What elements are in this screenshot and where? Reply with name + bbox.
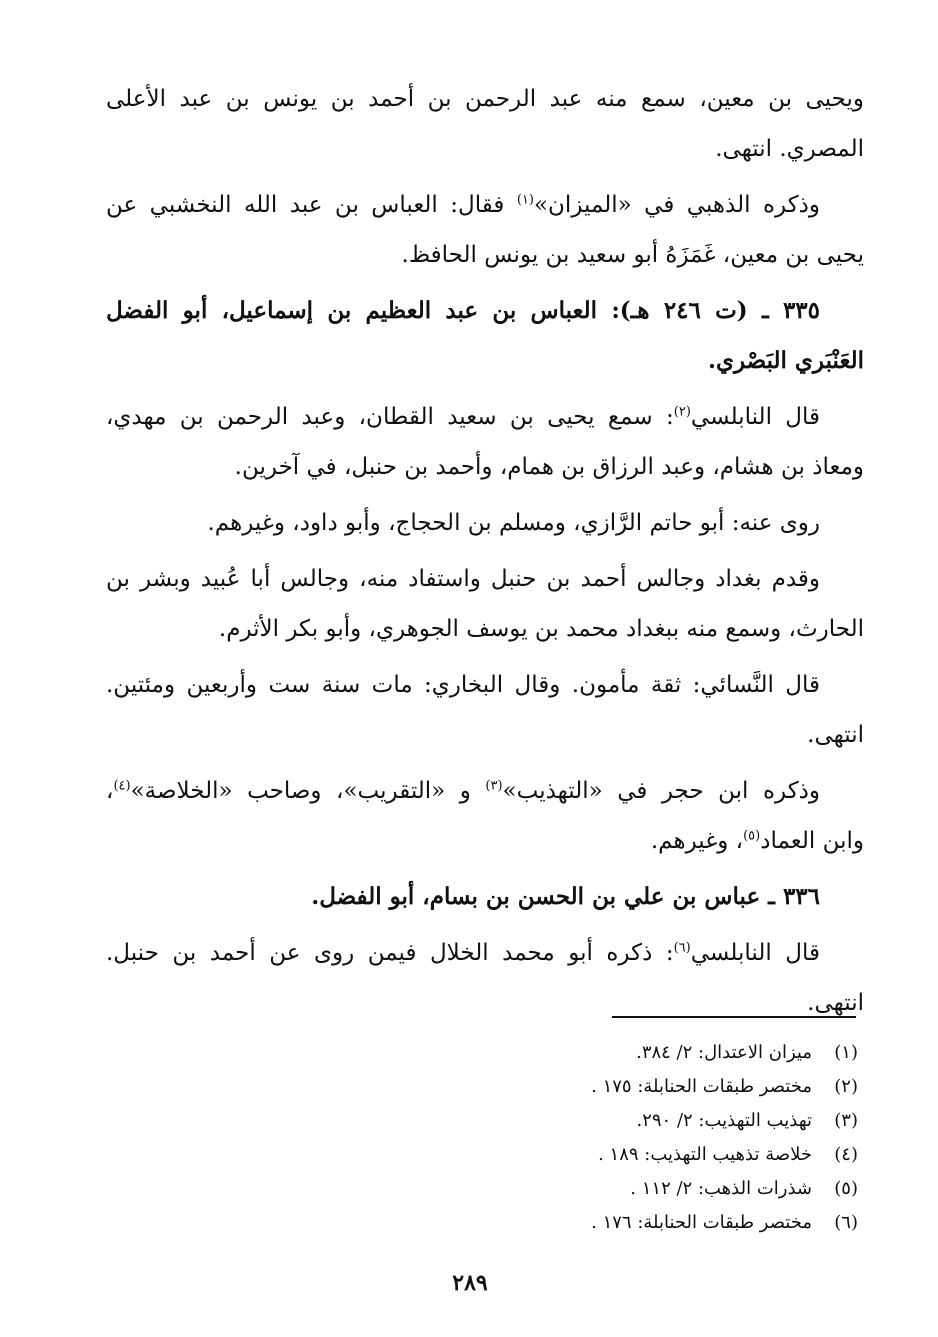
text-fragment: : ذكره أبو محمد الخلال فيمن روى عن أحمد بن حنبل. xyxy=(106,940,674,966)
text-fragment: وذكره ابن حجر في «التهذيب» xyxy=(502,778,820,804)
footnote-number: (٤) xyxy=(834,1144,858,1165)
footnote-ref: (٢) xyxy=(673,404,691,420)
text-line: انتهى. xyxy=(807,990,864,1016)
footnote-item xyxy=(380,1104,858,1138)
text-line xyxy=(106,392,864,442)
entry-heading-336: ٣٣٦ ـ عباس بن علي بن الحسن بن بسام، أبو الفضل. xyxy=(311,883,820,910)
entry-heading-335-cont: العَنْبَري البَصْري. xyxy=(707,347,864,374)
text-line xyxy=(106,180,864,230)
footnote-number: (٦) xyxy=(834,1212,858,1233)
footnote-number: (١) xyxy=(834,1042,858,1063)
footnote-item xyxy=(380,1036,858,1070)
footnote-item xyxy=(380,1172,858,1206)
footnote-text: خلاصة تذهيب التهذيب: ١٨٩ . xyxy=(598,1144,812,1165)
footnote-item xyxy=(380,1070,858,1104)
text-line: ومعاذ بن هشام، وعبد الرزاق بن همام، وأحمد بن حنبل، في آخرين. xyxy=(234,454,864,480)
text-fragment: قال النابلسي xyxy=(690,940,820,966)
text-fragment: ، xyxy=(106,778,114,804)
footnote-text: تهذيب التهذيب: ٢/ ٢٩٠. xyxy=(636,1110,812,1131)
text-line xyxy=(106,816,864,866)
footnote-ref: (٦) xyxy=(673,940,691,956)
text-line: ويحيى بن معين، سمع منه عبد الرحمن بن أحمد بن يونس بن عبد الأعلى xyxy=(106,86,864,112)
text-line: يحيى بن معين، غَمَزَهُ أبو سعيد بن يونس الحافظ. xyxy=(401,242,864,268)
footnote-divider xyxy=(612,1016,856,1018)
footnotes xyxy=(380,1036,858,1240)
text-fragment: وذكره الذهبي في «الميزان» xyxy=(533,192,820,218)
footnote-text: مختصر طبقات الحنابلة: ١٧٦ . xyxy=(591,1212,812,1233)
text-fragment: و «التقريب»، وصاحب «الخلاصة» xyxy=(130,778,471,804)
main-text xyxy=(106,74,864,1028)
footnote-item xyxy=(380,1206,858,1240)
footnote-ref: (٣) xyxy=(485,778,503,794)
footnote-ref: (٥) xyxy=(743,828,761,844)
text-fragment: ، وغيرهم. xyxy=(650,828,744,854)
text-fragment: فقال: العباس بن عبد الله النخشبي عن xyxy=(106,192,505,218)
page-number: ٢٨٩ xyxy=(452,1270,488,1296)
text-fragment: قال النابلسي xyxy=(690,404,821,430)
text-line: قال النَّسائي: ثقة مأمون. وقال البخاري: مات سنة ست وأربعين ومئتين. xyxy=(106,672,820,698)
footnote-number: (٢) xyxy=(834,1076,858,1097)
text-line: انتهى. xyxy=(807,722,864,748)
entry-heading-335: ٣٣٥ ـ (ت ٢٤٦ هـ): العباس بن عبد العظيم بن إسماعيل، أبو الفضل xyxy=(106,297,821,324)
text-line xyxy=(106,928,864,978)
text-line: وقدم بغداد وجالس أحمد بن حنبل واستفاد منه، وجالس أبا عُبيد وبشر بن xyxy=(106,566,820,592)
footnote-text: شذرات الذهب: ٢/ ١١٢ . xyxy=(630,1178,812,1199)
text-line: الحارث، وسمع منه ببغداد محمد بن يوسف الجوهري، وأبو بكر الأثرم. xyxy=(218,616,864,642)
text-fragment: : سمع يحيى بن سعيد القطان، وعبد الرحمن بن مهدي، xyxy=(106,404,674,430)
footnote-number: (٣) xyxy=(834,1110,858,1131)
text-line: روى عنه: أبو حاتم الرَّازي، ومسلم بن الحجاج، وأبو داود، وغيرهم. xyxy=(207,510,820,536)
text-line: المصري. انتهى. xyxy=(715,136,864,162)
text-line xyxy=(106,766,864,816)
footnote-text: مختصر طبقات الحنابلة: ١٧٥ . xyxy=(591,1076,812,1097)
footnote-ref: (١) xyxy=(516,192,534,208)
footnote-text: ميزان الاعتدال: ٢/ ٣٨٤. xyxy=(636,1042,812,1063)
footnote-number: (٥) xyxy=(834,1178,858,1199)
text-fragment: وابن العماد xyxy=(760,828,864,854)
footnote-ref: (٤) xyxy=(113,778,131,794)
footnote-item xyxy=(380,1138,858,1172)
